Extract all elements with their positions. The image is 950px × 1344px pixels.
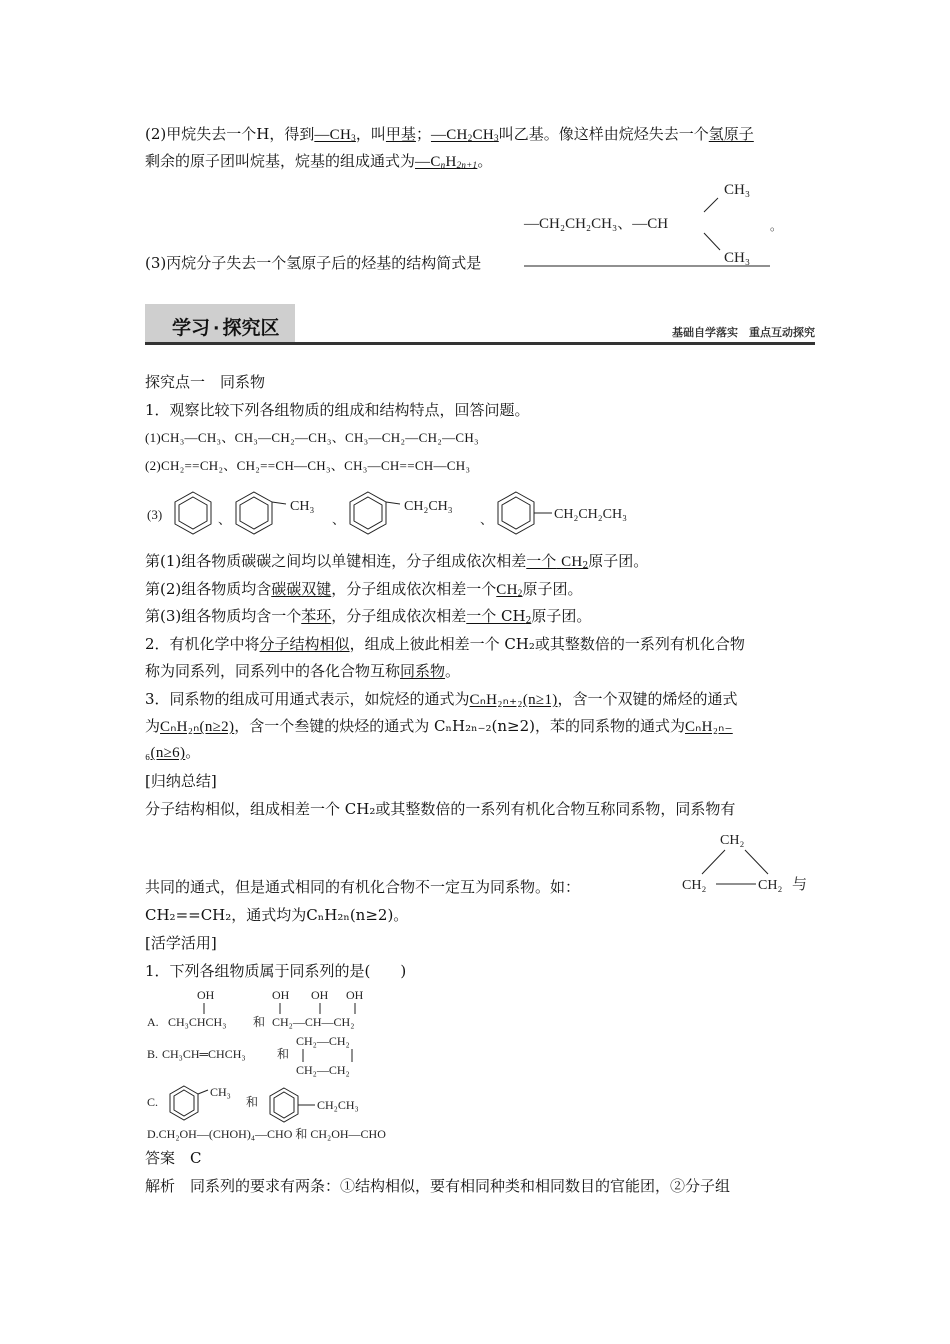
option-b-label: B. <box>147 1047 159 1061</box>
option-a-right: CH₂—CH—CH₂ <box>272 1015 355 1029</box>
ring-left: CH₂ <box>682 878 707 893</box>
methyl-formula: —CH <box>314 127 352 143</box>
para3-text: (3)丙烷分子失去一个氢原子后的烃基的结构简式是 <box>145 254 482 272</box>
option-a-oh2: OH <box>311 988 329 1002</box>
answer-text: 答案 C <box>145 1149 202 1167</box>
banner-title <box>172 313 280 340</box>
banner-title-a: 学习 <box>172 317 211 339</box>
answer-3 <box>145 606 591 626</box>
option-c-label: C. <box>147 1095 159 1109</box>
text: ，分子组成依次相差一个 <box>331 580 497 598</box>
sub: n <box>440 160 446 170</box>
text: 原子团。 <box>522 580 583 598</box>
summary-heading: [归纳总结] <box>145 772 217 790</box>
text: 。 <box>477 152 493 170</box>
option-a-oh1: OH <box>272 988 290 1002</box>
point-2-line1 <box>145 634 745 654</box>
option-d: D.CH₂OH—(CHOH)₄—CHO 和 CH₂OH—CHO <box>147 1127 386 1141</box>
point-3-line2 <box>145 716 733 737</box>
text: 第(2)组各物质均含 <box>145 580 272 598</box>
propylbenzene-icon <box>498 492 552 534</box>
text: 。 <box>185 743 201 761</box>
option-a-oh3: OH <box>346 988 364 1002</box>
underlined-answer: 分子结构相似 <box>259 635 350 653</box>
ethylbenzene-icon <box>270 1088 315 1122</box>
ch3-top: CH₃ <box>724 182 751 198</box>
options-figure <box>0 982 950 1152</box>
propyl-formula: —CH₂CH₂CH₃、—CH <box>524 216 669 232</box>
option-a-and: 和 <box>253 1015 266 1029</box>
text: ； <box>415 125 431 143</box>
section-banner <box>145 304 815 346</box>
text: 2．有机化学中将 <box>145 635 260 653</box>
propyl-structures <box>0 0 950 280</box>
benzene-icon <box>175 492 211 534</box>
option-c-sub2: CH₂CH₃ <box>317 1098 359 1112</box>
banner-subtitle: 基础自学落实 重点互动探究 <box>672 326 815 339</box>
separator: 、 <box>332 512 346 527</box>
option-a-left: CH₃CHCH₃ <box>168 1015 227 1029</box>
ethyl-formula: —CH <box>430 127 468 143</box>
separator: 、 <box>218 512 232 527</box>
ring-with: 与 <box>792 877 808 893</box>
text: 叫乙基。像这样由烷烃失去一个 <box>498 125 709 143</box>
methyl-term: 甲基 <box>385 125 416 143</box>
hydrogen-atom-term: 氢原子 <box>708 125 754 143</box>
banner-title-b: 探究区 <box>222 317 280 339</box>
section-heading: 探究点一 同系物 <box>145 373 266 391</box>
point-3-line1 <box>145 689 738 710</box>
summary-line2: 共同的通式，但是通式相同的有机化合物不一定互为同系物。如： <box>145 878 581 896</box>
period: 。 <box>770 219 783 233</box>
sub: 2 <box>517 588 523 598</box>
alkyl-formula: —C <box>415 154 441 170</box>
analysis-text: 解析 同系列的要求有两条：①结构相似，要有相同种类和相同数目的官能团，②分子组 <box>145 1177 731 1195</box>
option-b-ring-bottom: CH₂—CH₂ <box>296 1063 350 1077</box>
ring-top: CH₂ <box>720 833 745 848</box>
option-b-left: CH₃CH═CHCH₃ <box>162 1047 246 1061</box>
option-a-oh: OH <box>197 988 215 1002</box>
text: (2)甲烷失去一个H，得到 <box>145 125 315 143</box>
toluene-icon <box>170 1086 208 1120</box>
text: 称为同系列，同系列中的各化合物互称 <box>145 662 401 680</box>
ethylbenzene-sub: CH₂CH₃ <box>404 499 453 514</box>
benzene-homolog-formula-tail: ₆(n≥6) <box>145 745 186 761</box>
text: 第(3)组各物质均含一个 <box>145 607 302 625</box>
option-c-and: 和 <box>246 1095 259 1109</box>
sub: 2 <box>582 561 589 571</box>
ethyl-formula-b: CH <box>472 127 494 143</box>
text: 剩余的原子团叫烷基，烷基的组成通式为 <box>145 152 416 170</box>
text: ，含一个叁键的炔烃的通式为 CₙH₂ₙ₋₂(n≥2)，苯的同系物的通式为 <box>234 717 685 735</box>
sub: 2 <box>525 616 532 626</box>
sub: 2 <box>467 133 473 143</box>
option-b-and: 和 <box>277 1047 290 1061</box>
point-3-line3 <box>145 742 200 763</box>
toluene-sub: CH₃ <box>290 499 315 514</box>
question-1: 1．观察比较下列各组物质的组成和结构特点，回答问题。 <box>145 401 530 419</box>
option-a-label: A. <box>147 1015 159 1029</box>
text: CH <box>496 582 518 598</box>
text: ，组成上彼此相差一个 CH₂或其整数倍的一系列有机化合物 <box>349 635 745 653</box>
toluene-icon <box>236 492 286 534</box>
summary-line3: CH₂==CH₂，通式均为CₙH₂ₙ(n≥2)。 <box>145 906 409 924</box>
sub: 3 <box>351 133 356 143</box>
text: CH <box>561 554 583 570</box>
ring-right: CH₂ <box>758 878 783 893</box>
practice-question: 1．下列各组物质属于同系列的是( ) <box>145 962 407 980</box>
banner-rule <box>145 342 815 345</box>
text: 为 <box>145 717 161 735</box>
text: ，叫 <box>355 125 386 143</box>
option-b-ring-top: CH₂—CH₂ <box>296 1034 350 1048</box>
ch3-bottom: CH₃ <box>724 250 751 266</box>
propylbenzene-sub: CH₂CH₂CH₃ <box>554 507 627 522</box>
underlined-answer: 苯环 <box>301 607 332 625</box>
underlined-answer <box>466 607 531 625</box>
group-3-label: (3) <box>147 507 163 522</box>
point-2-line2 <box>145 661 460 681</box>
ethylbenzene-icon <box>350 492 400 534</box>
answer-2 <box>145 579 583 600</box>
text: 第(1)组各物质碳碳之间均以单键相连，分子组成依次相差 <box>145 552 527 570</box>
separator: 、 <box>480 512 494 527</box>
sub: 2n+1 <box>456 160 478 170</box>
underlined-answer <box>496 582 522 598</box>
text: ，分子组成依次相差 <box>331 607 467 625</box>
benzene-homolog-formula: CₙH₂ₙ₋ <box>685 719 733 735</box>
alkyl-formula-h: H <box>445 154 457 170</box>
text: ，含一个双键的烯烃的通式 <box>557 690 738 708</box>
group-2: (2)CH₂==CH₂、CH₂==CH—CH₃、CH₃—CH==CH—CH₃ <box>145 458 471 473</box>
underlined-answer <box>526 552 588 570</box>
alkane-general-formula: CₙH₂ₙ₊₂(n≥1) <box>469 692 558 708</box>
text: 原子团。 <box>588 552 649 570</box>
banner-dot: · <box>213 319 220 339</box>
underlined-answer: 碳碳双键 <box>271 580 332 598</box>
sub: 3 <box>493 133 499 143</box>
option-c-sub1: CH₃ <box>210 1085 231 1099</box>
alkene-general-formula: CₙH₂ₙ(n≥2) <box>160 719 235 735</box>
group-1: (1)CH₃—CH₃、CH₃—CH₂—CH₃、CH₃—CH₂—CH₂—CH₃ <box>145 430 479 445</box>
text: 。 <box>445 662 461 680</box>
practice-heading: [活学活用] <box>145 934 217 952</box>
text: 一个 <box>526 552 557 570</box>
summary-line1: 分子结构相似，组成相差一个 CH₂或其整数倍的一系列有机化合物互称同系物，同系物有 <box>145 800 736 818</box>
text: 原子团。 <box>531 607 592 625</box>
underlined-answer: 同系物 <box>400 662 446 680</box>
answer-1 <box>145 551 648 572</box>
text: 一个 CH <box>466 607 526 625</box>
text: 3．同系物的组成可用通式表示，如烷烃的通式为 <box>145 690 470 708</box>
group-3-benzenes <box>0 482 950 552</box>
